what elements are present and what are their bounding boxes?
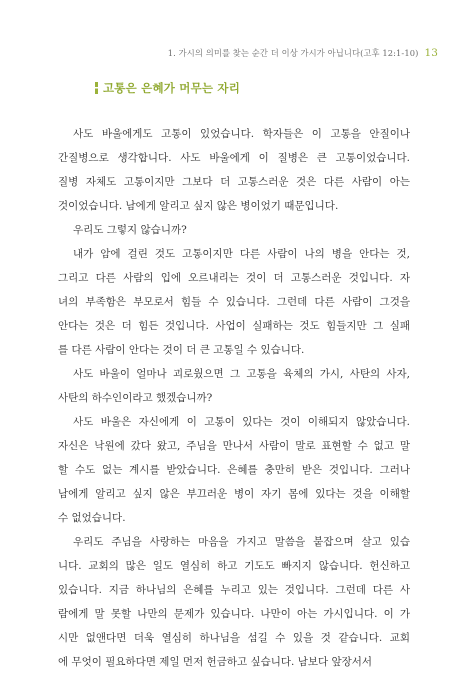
text-line: 남에게 알리고 싶지 않은 부끄러운 병이 자기 몸에 있다는 것을 이해할 (58, 488, 410, 500)
text-line: 우리도 그렇지 않습니까? (73, 224, 187, 236)
text-line: 안다는 것은 더 힘든 것입니다. 사업이 실패하는 것도 힘들지만 그 실패 (58, 320, 410, 332)
section-heading (95, 80, 240, 96)
running-head-title: 1. 가시의 의미를 찾는 순간 더 이상 가시가 아닙니다(고후 12:1-10) (167, 48, 419, 58)
text-line: 녀의 부족함은 부모로서 힘들 수 있습니다. 그런데 다른 사람이 그것을 (58, 296, 410, 308)
text-line: 수 없었습니다. (58, 512, 126, 524)
text-line: 간질병으로 생각합니다. 사도 바울에게 이 질병은 큰 고통이었습니다. (58, 152, 410, 164)
text-line: 를 다른 사람이 안다는 것이 더 큰 고통일 수 있습니다. (58, 344, 305, 356)
text-line: 사도 바울이 얼마나 괴로웠으면 그 고통을 육체의 가시, 사탄의 사자, (73, 368, 410, 380)
text-line: 질병 자체도 고통이지만 그보다 더 고통스러운 것은 다른 사람이 아는 (58, 176, 410, 188)
double-bar-marker-icon (95, 82, 98, 94)
text-line: 시만 없앤다면 더욱 열심히 하나님을 섬길 수 있을 것 같습니다. 교회 (58, 632, 410, 644)
paragraph (58, 410, 410, 530)
paragraph (58, 242, 410, 362)
paragraph (58, 362, 410, 410)
paragraph (58, 530, 410, 674)
text-line: 사탄의 하수인이라고 했겠습니까? (58, 392, 213, 404)
paragraph (58, 122, 410, 218)
body-text (58, 122, 410, 674)
section-heading-text: 고통은 은혜가 머무는 자리 (103, 81, 241, 95)
text-line: 람에게 말 못할 나만의 문제가 있습니다. 나만이 아는 가시입니다. 이 가 (58, 608, 410, 620)
text-line: 내가 암에 걸린 것도 고통이지만 다른 사람이 나의 병을 안다는 것, (73, 248, 410, 260)
text-line: 우리도 주님을 사랑하는 마음을 가지고 말씀을 붙잡으며 살고 있습 (73, 536, 410, 548)
text-line: 사도 바울에게도 고통이 있었습니다. 학자들은 이 고통을 안질이나 (73, 128, 410, 140)
text-line: 자신은 낙원에 갔다 왔고, 주님을 만나서 사람이 말로 표현할 수 없고 말 (58, 440, 410, 452)
paragraph (58, 218, 410, 242)
text-line: 사도 바울은 자신에게 이 고통이 있다는 것이 이해되지 않았습니다. (73, 416, 410, 428)
text-line: 할 수도 없는 계시를 받았습니다. 은혜를 충만히 받은 것입니다. 그러나 (58, 464, 410, 476)
text-line: 것이었습니다. 남에게 알리고 싶지 않은 병이었기 때문입니다. (58, 200, 339, 212)
text-line: 있습니다. 지금 하나님의 은혜를 누리고 있는 것입니다. 그런데 다른 사 (58, 584, 410, 596)
text-line: 에 무엇이 필요하다면 제일 먼저 헌금하고 싶습니다. 남보다 앞장서서 (58, 656, 373, 668)
page-number: 13 (424, 47, 438, 59)
text-line: 그리고 다른 사람의 입에 오르내리는 것이 더 고통스러운 것입니다. 자 (58, 272, 410, 284)
text-line: 니다. 교회의 많은 일도 열심히 하고 기도도 빠지지 않습니다. 헌신하고 (58, 560, 410, 572)
running-head (40, 47, 438, 59)
